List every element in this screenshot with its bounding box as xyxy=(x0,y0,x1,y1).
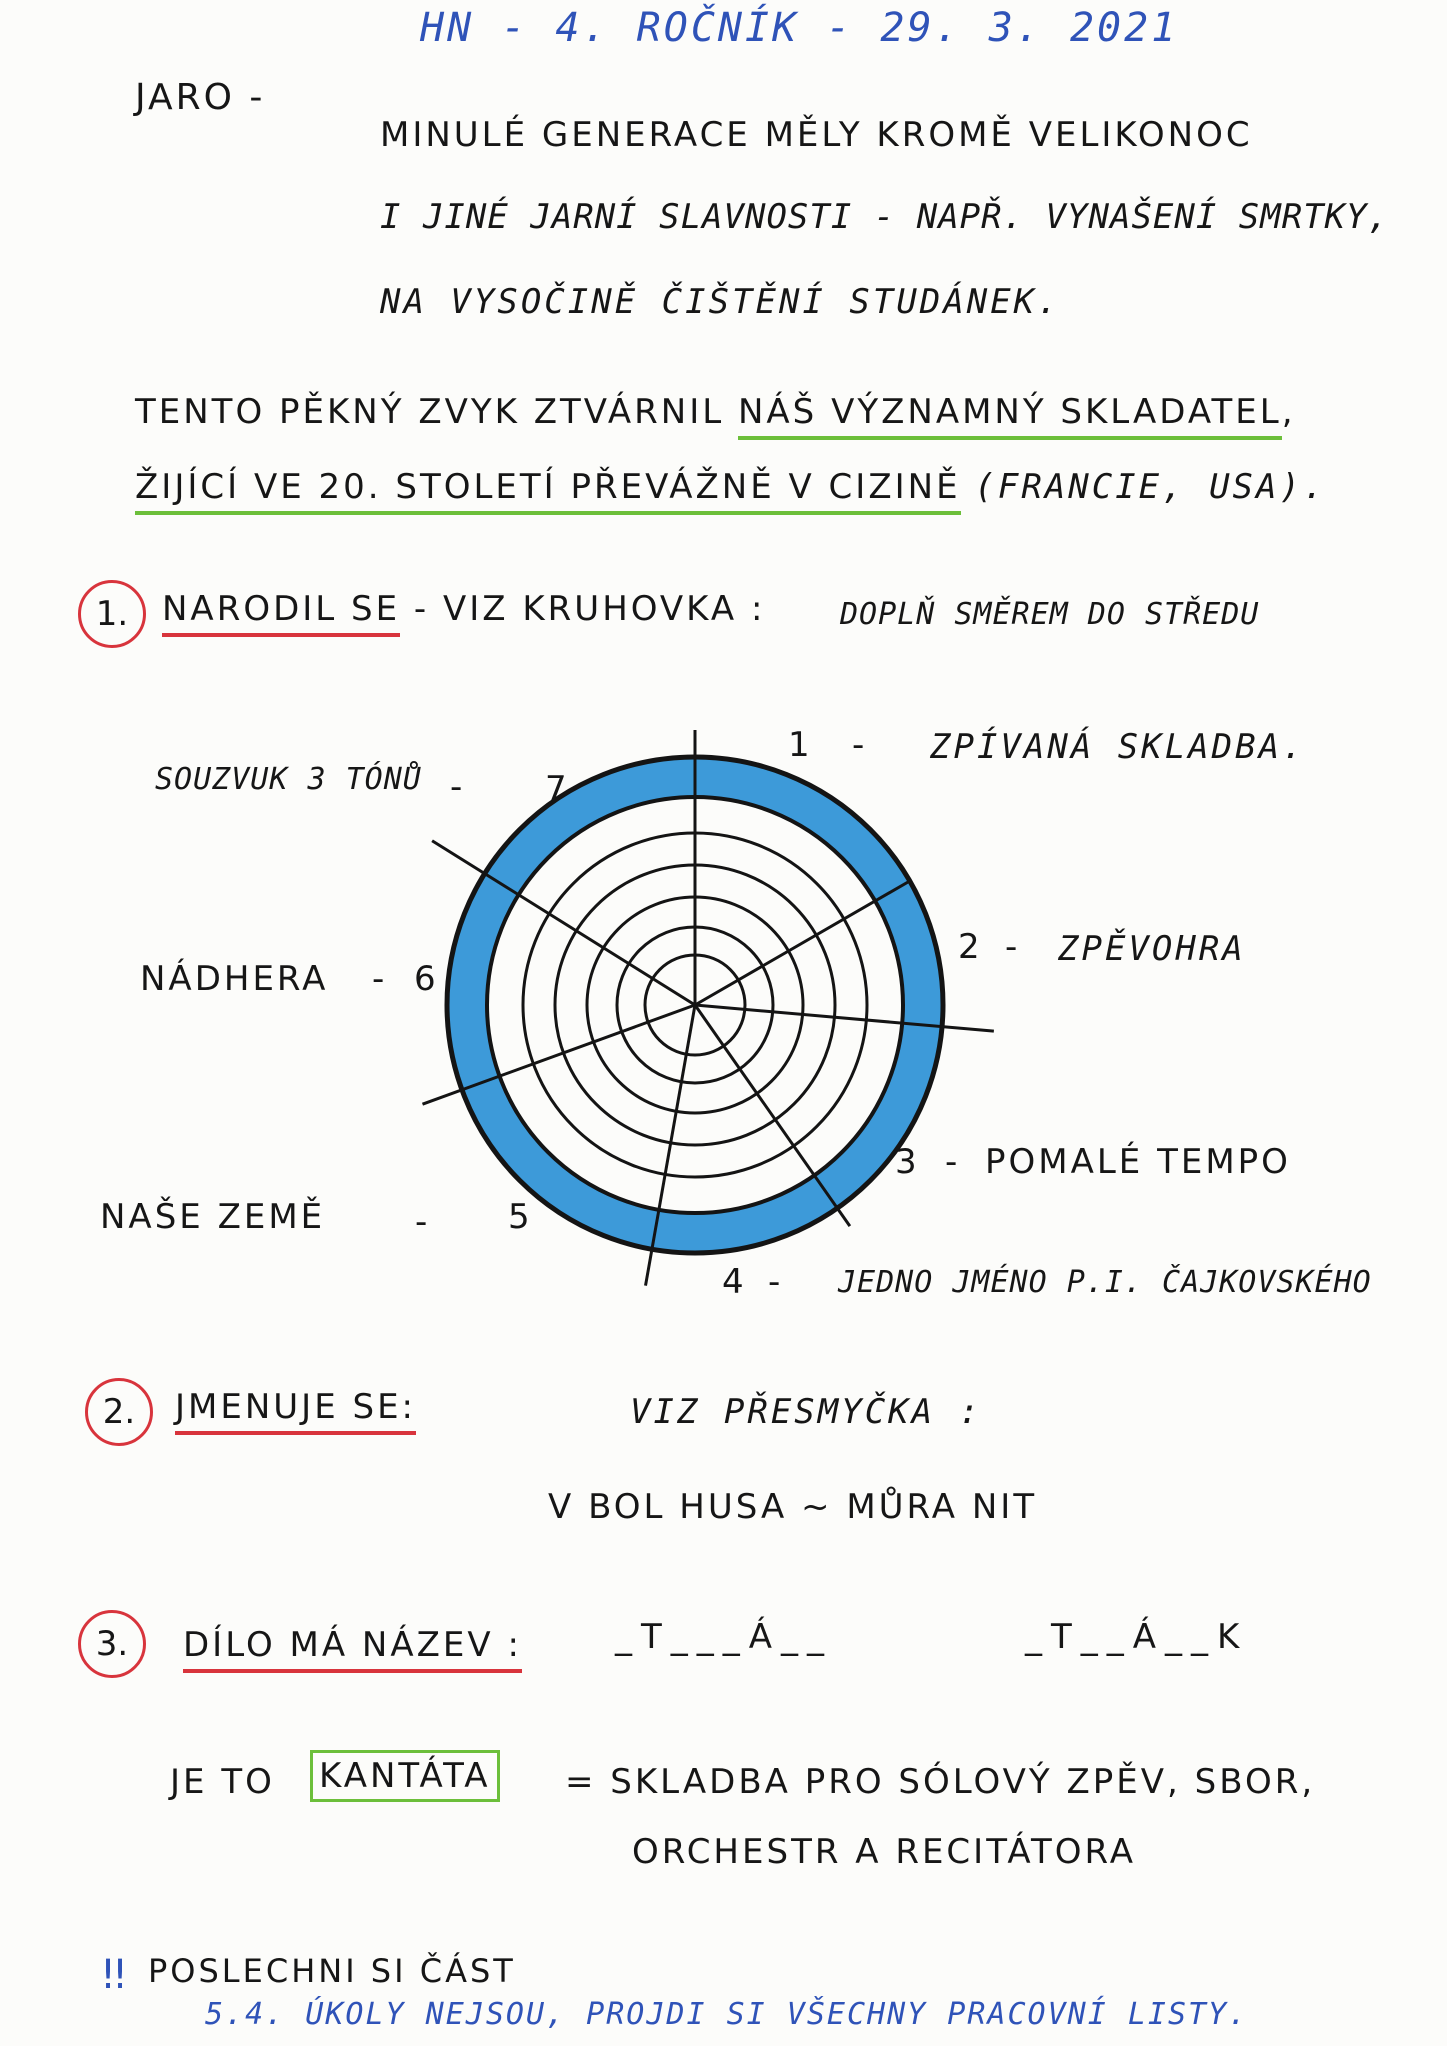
clue-2-text: ZPĚVOHRA xyxy=(1058,929,1246,969)
anagram: V BOL HUSA ~ MŮRA NIT xyxy=(548,1487,1038,1527)
clue-1-text: ZPÍVANÁ SKLADBA. xyxy=(930,727,1306,767)
task-3-heading: DÍLO MÁ NÁZEV : xyxy=(183,1625,522,1673)
paragraph-comma: , xyxy=(1281,392,1296,432)
paragraph-line-1-start: TENTO PĚKNÝ ZVYK ZTVÁRNIL xyxy=(135,392,725,432)
task-1-rest: - VIZ KRUHOVKA : xyxy=(413,589,766,629)
intro-line-1: MINULÉ GENERACE MĚLY KROMĚ VELIKONOC xyxy=(380,115,1253,155)
clue-7-dash: - xyxy=(450,767,466,807)
task-1-instruction: DOPLŇ SMĚREM DO STŘEDU xyxy=(840,597,1260,632)
title-blank-1: _T___Á__ xyxy=(615,1617,834,1657)
title-blank-2: _T__Á__K xyxy=(1025,1617,1249,1657)
clue-4-dash: - xyxy=(768,1262,784,1302)
task-2-line xyxy=(175,1387,417,1427)
task-3-number: 3. xyxy=(78,1610,146,1678)
composer-life-underlined: ŽIJÍCÍ VE 20. STOLETÍ PŘEVÁŽNĚ V CIZINĚ xyxy=(135,467,961,515)
clue-6-dash: - xyxy=(372,959,388,999)
composer-description-underlined: NÁŠ VÝZNAMNÝ SKLADATEL xyxy=(738,392,1282,440)
je-to-label: JE TO xyxy=(170,1762,275,1802)
clue-2-dash: - xyxy=(1005,927,1021,967)
clue-6-text: NÁDHERA xyxy=(140,959,329,999)
exclamation-marks: !! xyxy=(100,1952,125,1998)
jaro-label: JARO - xyxy=(135,77,266,118)
clue-5-dash: - xyxy=(415,1202,431,1242)
clue-3-number: 3 xyxy=(895,1142,920,1182)
wheel-spoke-2 xyxy=(695,880,912,1005)
clue-1-dash: - xyxy=(852,725,868,765)
clue-3-text: POMALÉ TEMPO xyxy=(985,1142,1291,1182)
clue-7-text: SOUZVUK 3 TÓNŮ xyxy=(155,762,422,797)
definition-line-2: ORCHESTR A RECITÁTORA xyxy=(632,1832,1136,1872)
clue-6-number: 6 xyxy=(414,959,439,999)
footer-line-2: 5.4. ÚKOLY NEJSOU, PROJDI SI VŠECHNY PRACOVNÍ LISTY. xyxy=(205,1997,1249,2032)
clue-5-text: NAŠE ZEMĚ xyxy=(100,1197,326,1237)
intro-line-3: NA VYSOČINĚ ČIŠTĚNÍ STUDÁNEK. xyxy=(380,282,1061,322)
kantata-term: KANTÁTA xyxy=(310,1750,500,1802)
task-1-number: 1. xyxy=(78,580,146,648)
clue-1-number: 1 xyxy=(788,725,813,765)
task-3-line xyxy=(183,1625,522,1665)
clue-7-number: 7 xyxy=(545,769,570,809)
header-date-line: HN - 4. ROČNÍK - 29. 3. 2021 xyxy=(420,5,1179,51)
definition-line-1: = SKLADBA PRO SÓLOVÝ ZPĚV, SBOR, xyxy=(565,1762,1316,1802)
clue-5-number: 5 xyxy=(508,1197,533,1237)
countries-note: (FRANCIE, USA). xyxy=(974,467,1327,507)
intro-line-2: I JINÉ JARNÍ SLAVNOSTI - NAPŘ. VYNAŠENÍ SMRTKY, xyxy=(380,197,1390,237)
clue-3-dash: - xyxy=(945,1142,961,1182)
task-2-heading: JMENUJE SE: xyxy=(175,1387,416,1435)
clue-4-text: JEDNO JMÉNO P.I. ČAJKOVSKÉHO xyxy=(838,1265,1372,1300)
task-1-heading: NARODIL SE xyxy=(162,589,400,637)
task-2-number: 2. xyxy=(85,1378,153,1446)
task-2-hint: VIZ PŘESMYČKA : xyxy=(630,1392,983,1432)
clue-2-number: 2 xyxy=(958,927,983,967)
footer-line-1: POSLECHNI SI ČÁST xyxy=(148,1952,516,1990)
clue-4-number: 4 xyxy=(722,1262,747,1302)
